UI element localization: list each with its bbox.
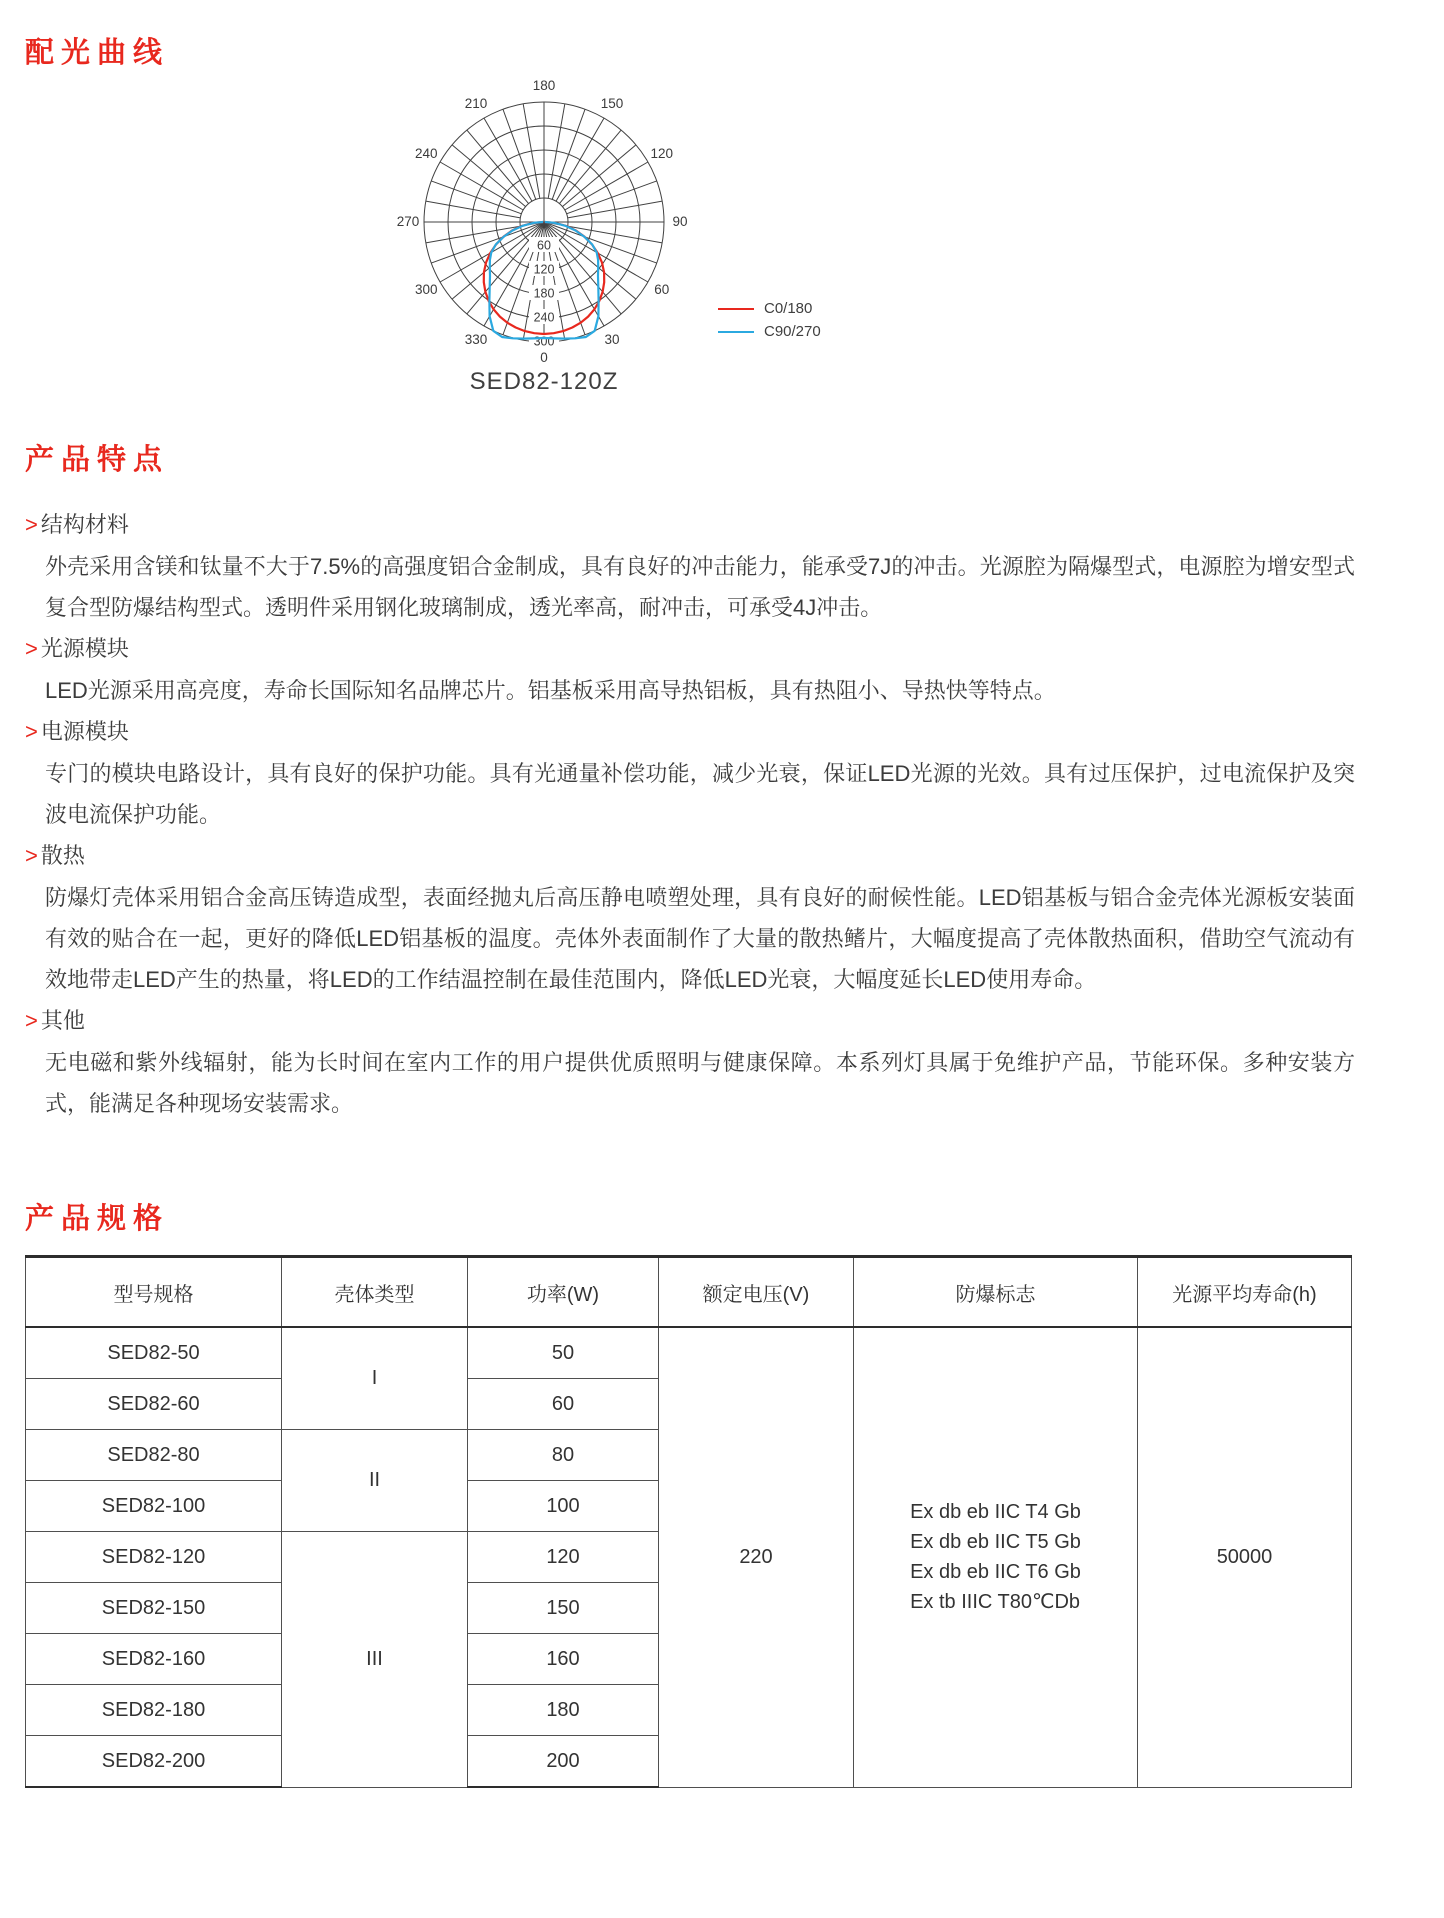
feature-body: 无电磁和紫外线辐射，能为长时间在室内工作的用户提供优质照明与健康保障。本系列灯具属于免维护产品，节能环保。多种安装方式，能满足各种现场安装需求。 xyxy=(45,1050,1355,1116)
feature-marker-icon: > xyxy=(25,1008,38,1033)
cell-voltage: 220 xyxy=(659,1327,854,1787)
light-distribution-heading: 配光曲线 xyxy=(25,37,170,69)
cell-shell-type: II xyxy=(282,1430,468,1532)
header-power: 功率(W) xyxy=(468,1257,659,1328)
cell-power: 80 xyxy=(468,1430,659,1481)
cell-model: SED82-180 xyxy=(26,1685,282,1736)
legend-item-c0-180 xyxy=(718,301,821,316)
svg-text:240: 240 xyxy=(414,146,438,161)
feature-marker-icon: > xyxy=(25,843,38,868)
polar-chart-svg xyxy=(374,67,714,379)
feature-body: LED光源采用高亮度，寿命长国际知名品牌芯片。铝基板采用高导热铝板，具有热阻小、导热快等特点。 xyxy=(45,678,1056,703)
cell-model: SED82-160 xyxy=(26,1634,282,1685)
polar-chart xyxy=(374,67,714,379)
feature-marker-icon: > xyxy=(25,719,38,744)
cell-shell-type: I xyxy=(282,1327,468,1430)
feature-title xyxy=(25,628,1357,670)
svg-text:180: 180 xyxy=(533,286,555,301)
cell-power: 180 xyxy=(468,1685,659,1736)
svg-text:330: 330 xyxy=(464,331,488,347)
cell-model: SED82-80 xyxy=(26,1430,282,1481)
cell-ex-marks xyxy=(854,1327,1138,1787)
header-avg-life: 光源平均寿命(h) xyxy=(1138,1257,1352,1328)
feature-marker-icon: > xyxy=(25,512,38,537)
cell-power: 50 xyxy=(468,1327,659,1379)
svg-text:150: 150 xyxy=(600,96,624,112)
feature-body: 专门的模块电路设计，具有良好的保护功能。具有光通量补偿功能，减少光衰，保证LED光源的光效。具有过压保护，过电流保护及突波电流保护功能。 xyxy=(45,761,1355,827)
feature-title xyxy=(25,504,1357,546)
header-voltage: 额定电压(V) xyxy=(659,1257,854,1328)
spec-header-row xyxy=(26,1257,1352,1328)
cell-model: SED82-120 xyxy=(26,1532,282,1583)
cell-power: 100 xyxy=(468,1481,659,1532)
chart-legend xyxy=(718,301,821,339)
cell-power: 200 xyxy=(468,1736,659,1788)
header-ex-mark: 防爆标志 xyxy=(854,1257,1138,1328)
legend-swatch-blue xyxy=(718,331,754,333)
cell-model: SED82-150 xyxy=(26,1583,282,1634)
feature-title-text: 电源模块 xyxy=(40,719,129,744)
chart-model-title: SED82-120Z xyxy=(469,368,619,395)
ex-mark-line: Ex db eb IIC T6 Gb xyxy=(910,1561,1081,1584)
svg-text:180: 180 xyxy=(532,78,556,93)
svg-text:60: 60 xyxy=(537,238,551,253)
svg-text:240: 240 xyxy=(533,310,555,325)
specs-section xyxy=(25,1196,1357,1788)
feature-item xyxy=(25,835,1357,1000)
svg-text:270: 270 xyxy=(396,214,420,229)
spec-table xyxy=(25,1255,1352,1788)
cell-power: 120 xyxy=(468,1532,659,1583)
header-model: 型号规格 xyxy=(26,1257,282,1328)
svg-text:120: 120 xyxy=(650,146,674,161)
svg-text:300: 300 xyxy=(533,334,555,349)
feature-title xyxy=(25,835,1357,877)
feature-item xyxy=(25,1000,1357,1124)
legend-label: C0/180 xyxy=(764,300,813,317)
svg-text:120: 120 xyxy=(533,262,555,277)
feature-title-text: 光源模块 xyxy=(40,636,129,661)
feature-title-text: 散热 xyxy=(40,843,85,868)
ex-mark-line: Ex db eb IIC T4 Gb xyxy=(910,1501,1081,1524)
header-shell-type: 壳体类型 xyxy=(282,1257,468,1328)
ex-mark-line: Ex tb IIIC T80℃Db xyxy=(910,1591,1081,1614)
svg-text:210: 210 xyxy=(464,96,488,112)
svg-text:300: 300 xyxy=(414,282,438,297)
svg-text:60: 60 xyxy=(654,282,670,297)
feature-body: 外壳采用含镁和钛量不大于7.5%的高强度铝合金制成，具有良好的冲击能力，能承受7J的冲击。光源腔为隔爆型式，电源腔为增安型式复合型防爆结构型式。透明件采用钢化玻璃制成，透光率高，耐冲击，可承受4J冲击。 xyxy=(45,554,1355,620)
ex-mark-line: Ex db eb IIC T5 Gb xyxy=(910,1531,1081,1554)
features-heading: 产品特点 xyxy=(25,444,170,476)
svg-text:90: 90 xyxy=(672,214,688,229)
specs-heading: 产品规格 xyxy=(25,1203,170,1235)
ex-marks-block xyxy=(910,1497,1081,1617)
cell-model: SED82-200 xyxy=(26,1736,282,1788)
svg-text:0: 0 xyxy=(540,350,548,365)
feature-title xyxy=(25,711,1357,753)
cell-model: SED82-100 xyxy=(26,1481,282,1532)
cell-power: 150 xyxy=(468,1583,659,1634)
svg-text:30: 30 xyxy=(604,331,620,347)
feature-title-text: 结构材料 xyxy=(40,512,129,537)
feature-item xyxy=(25,504,1357,628)
legend-label: C90/270 xyxy=(764,323,821,340)
cell-avg-life: 50000 xyxy=(1138,1327,1352,1787)
legend-item-c90-270 xyxy=(718,324,821,339)
feature-body: 防爆灯壳体采用铝合金高压铸造成型，表面经抛丸后高压静电喷塑处理，具有良好的耐候性能。LED铝基板与铝合金壳体光源板安装面有效的贴合在一起，更好的降低LED铝基板的温度。壳体外表面制作了大量的散热鳍片，大幅度提高了壳体散热面积，借助空气流动有效地带走LED产生的热量，将LED的工作结温控制在最佳范围内，降低LED光衰，大幅度延长LED使用寿命。 xyxy=(45,885,1355,992)
feature-title xyxy=(25,1000,1357,1042)
cell-model: SED82-50 xyxy=(26,1327,282,1379)
feature-item xyxy=(25,628,1357,711)
cell-power: 160 xyxy=(468,1634,659,1685)
legend-swatch-red xyxy=(718,308,754,310)
cell-model: SED82-60 xyxy=(26,1379,282,1430)
feature-item xyxy=(25,711,1357,835)
cell-power: 60 xyxy=(468,1379,659,1430)
feature-marker-icon: > xyxy=(25,636,38,661)
spec-row xyxy=(26,1327,1352,1379)
cell-shell-type: III xyxy=(282,1532,468,1788)
features-section xyxy=(25,437,1357,1124)
feature-title-text: 其他 xyxy=(40,1008,85,1033)
